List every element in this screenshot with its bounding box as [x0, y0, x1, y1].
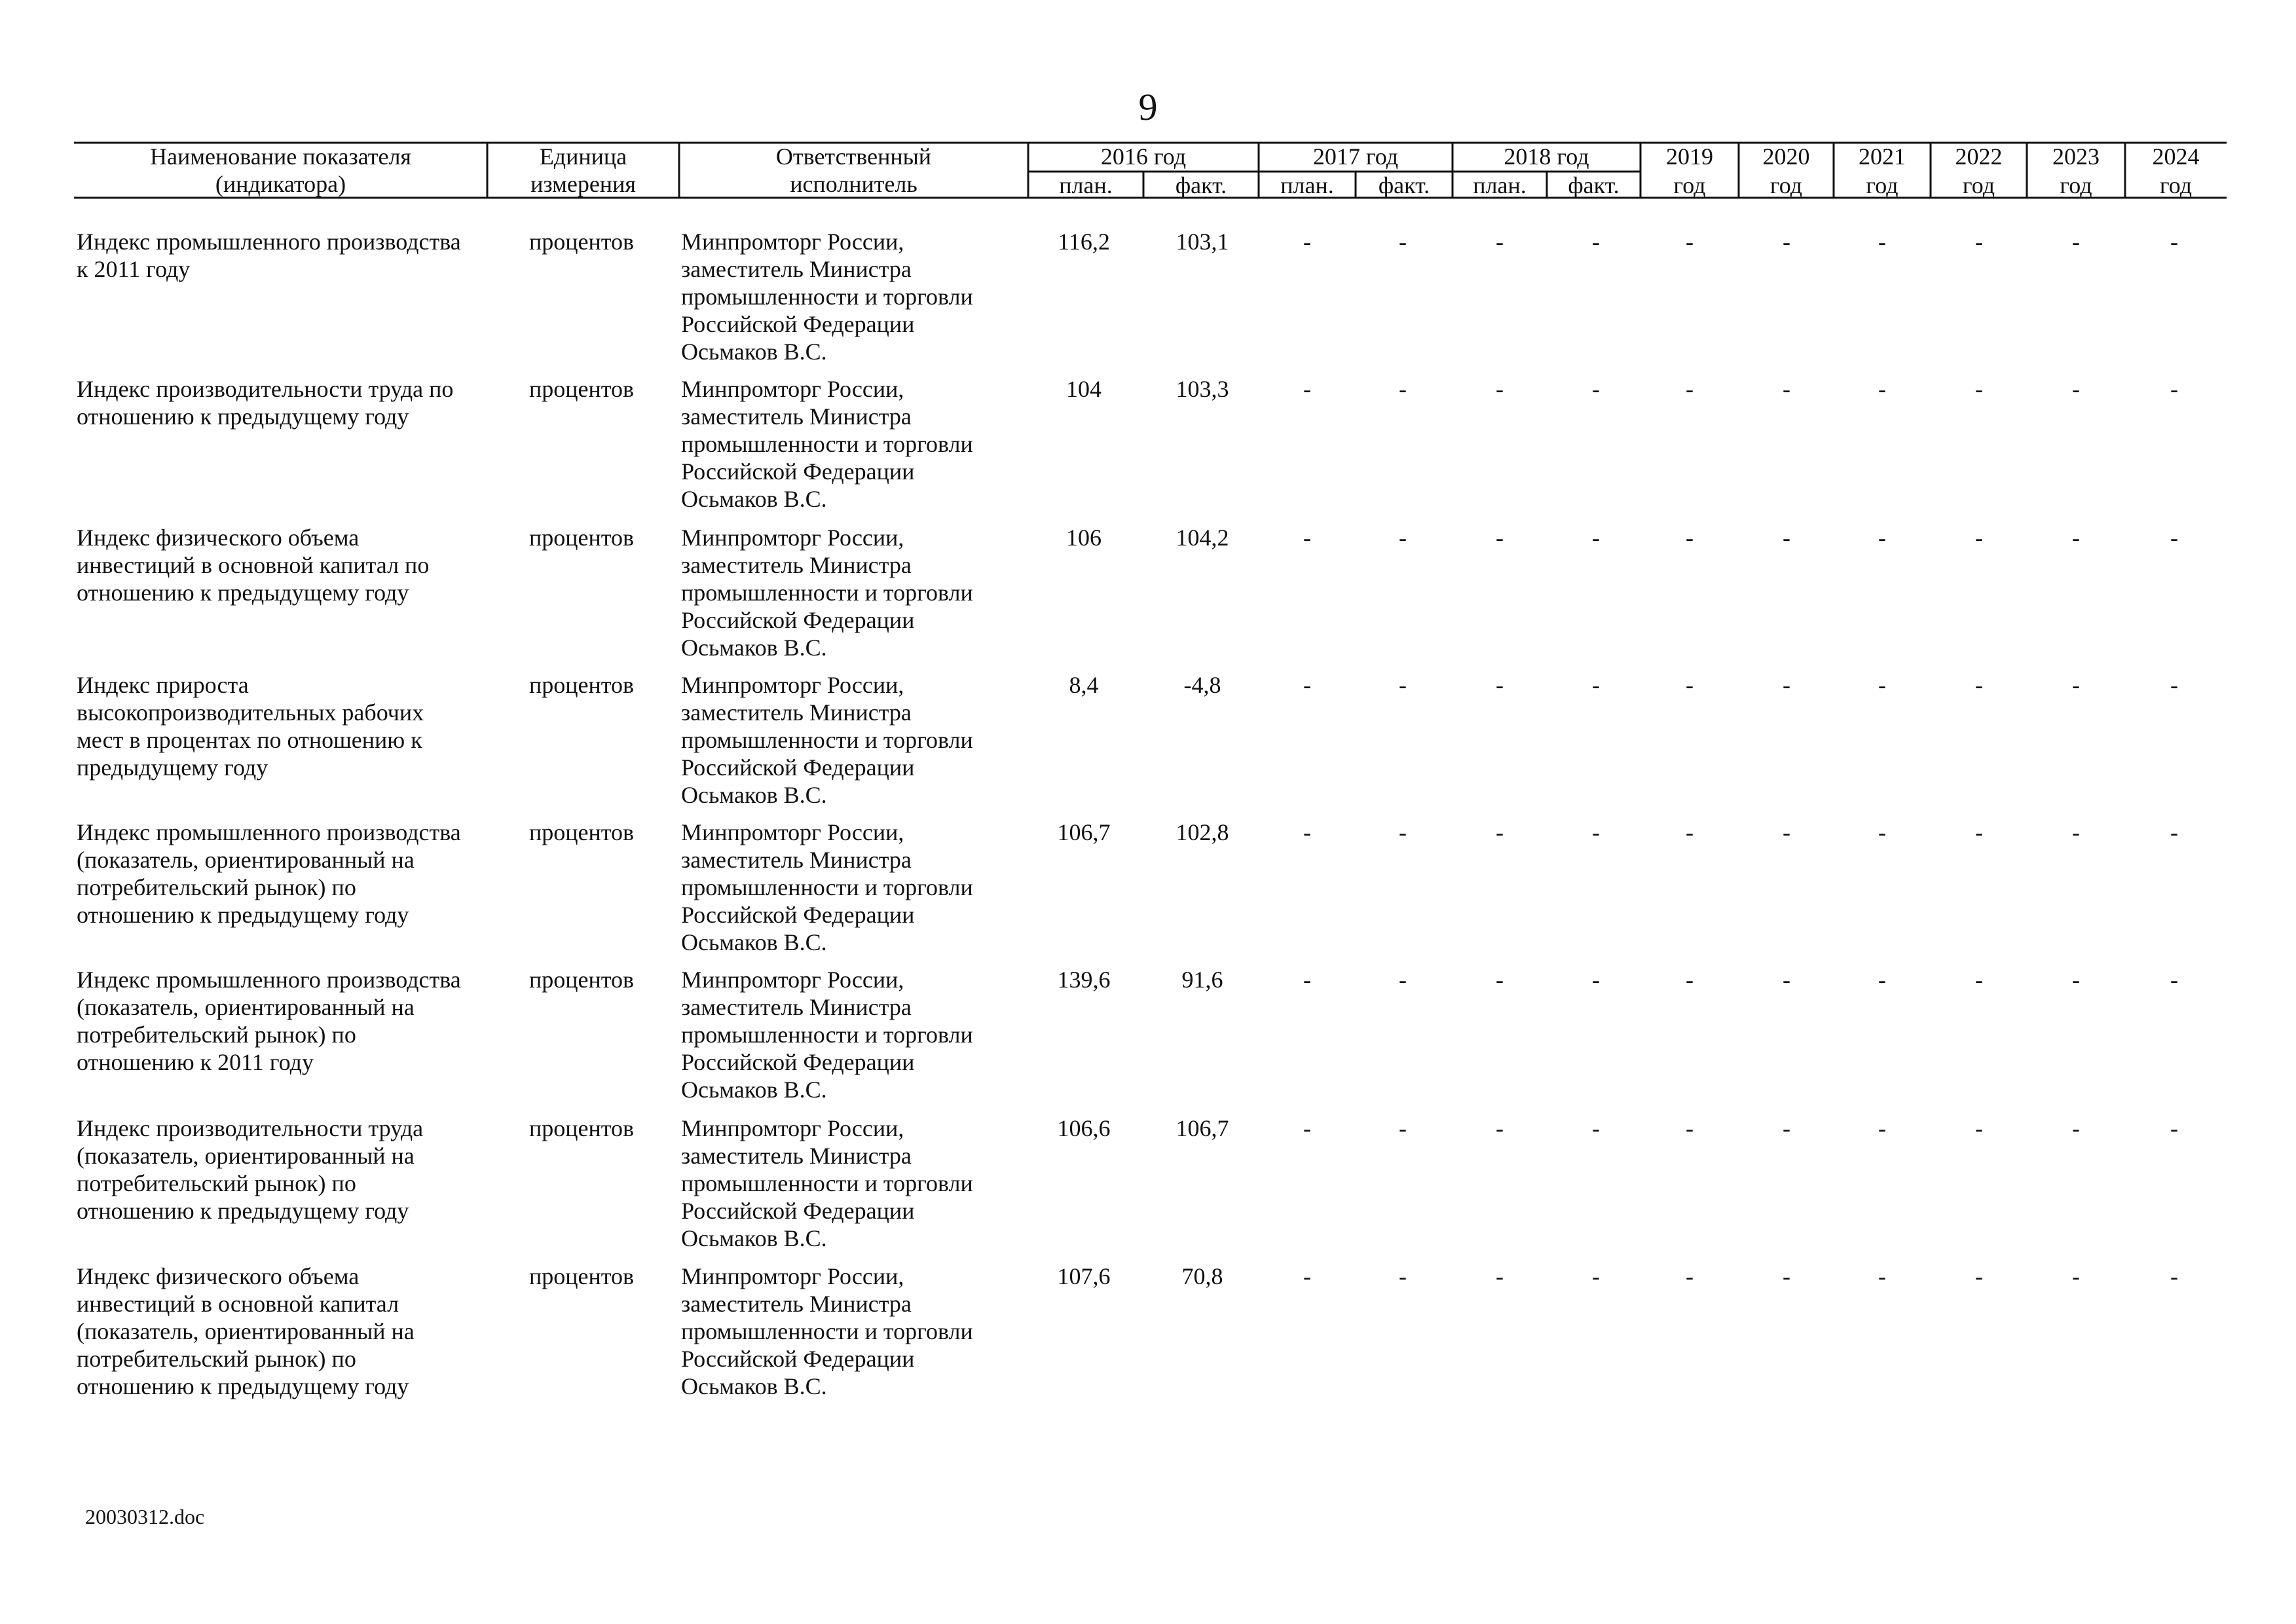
empty-value-dash: - [2072, 1115, 2080, 1141]
indicator-name [77, 966, 496, 1076]
plan-2016-value: 106,6 [1057, 1115, 1111, 1141]
plan-2016-value: 106 [1066, 525, 1102, 551]
empty-value-dash: - [1975, 967, 1983, 993]
empty-value-dash: - [1303, 967, 1311, 993]
plan-2016-value: 139,6 [1057, 967, 1111, 993]
empty-value-dash: - [1686, 819, 1694, 845]
header-unit-2022: год [1962, 172, 1995, 198]
responsible-line: Российской Федерации [681, 607, 915, 633]
indicator-name-line: инвестиций в основной капитал по [77, 552, 430, 578]
empty-value-dash: - [1303, 1115, 1311, 1141]
empty-value-dash: - [1592, 819, 1600, 845]
responsible-line: промышленности и торговли [681, 1318, 973, 1344]
unit-of-measure: процентов [529, 525, 635, 551]
indicator-name [77, 228, 496, 283]
indicator-name-line: Индекс промышленного производства [77, 967, 461, 993]
empty-value-dash: - [2072, 672, 2080, 698]
responsible-line: заместитель Министра [681, 403, 912, 430]
empty-value-dash: - [1783, 525, 1790, 551]
empty-value-dash: - [1399, 1115, 1407, 1141]
empty-value-dash: - [1783, 672, 1790, 698]
responsible-line: Российской Федерации [681, 458, 915, 485]
indicator-name-line: мест в процентах по отношению к [77, 727, 422, 753]
responsible-line: Российской Федерации [681, 754, 915, 781]
empty-value-dash: - [1783, 1263, 1790, 1289]
empty-value-dash: - [2170, 376, 2178, 402]
responsible-executor [681, 1263, 1009, 1400]
responsible-line: заместитель Министра [681, 1291, 912, 1317]
empty-value-dash: - [2170, 967, 2178, 993]
empty-value-dash: - [1496, 819, 1504, 845]
indicator-name-line: отношению к предыдущему году [77, 902, 409, 928]
header-unit-2023: год [2060, 172, 2092, 198]
indicator-name-line: Индекс прироста [77, 672, 249, 698]
page-number: 9 [1138, 86, 1158, 128]
header-year-2021: 2021 [1859, 143, 1906, 170]
fact-2016-value: 103,1 [1176, 229, 1229, 255]
unit-of-measure: процентов [529, 1115, 635, 1141]
responsible-line: промышленности и торговли [681, 1022, 973, 1048]
empty-value-dash: - [1783, 967, 1790, 993]
empty-value-dash: - [1399, 229, 1407, 255]
unit-of-measure: процентов [529, 1263, 635, 1289]
header-year-2019: 2019 [1666, 143, 1713, 170]
indicator-name-line: Индекс физического объема [77, 1263, 360, 1289]
responsible-executor [681, 375, 1009, 513]
table-row [0, 524, 2296, 672]
indicator-name-line: предыдущему году [77, 754, 268, 781]
unit-of-measure: процентов [529, 967, 635, 993]
empty-value-dash: - [1399, 376, 1407, 402]
responsible-line: Минпромторг России, [681, 376, 904, 402]
empty-value-dash: - [1496, 229, 1504, 255]
empty-value-dash: - [1592, 1115, 1600, 1141]
empty-value-dash: - [1496, 1263, 1504, 1289]
indicator-name-line: Индекс производительности труда по [77, 376, 454, 402]
header-resp-line2: исполнитель [790, 171, 917, 197]
unit-of-measure: процентов [529, 376, 635, 402]
indicator-name [77, 1263, 496, 1400]
indicator-name-line: Индекс промышленного производства [77, 819, 461, 845]
responsible-line: промышленности и торговли [681, 580, 973, 606]
responsible-executor [681, 819, 1009, 956]
header-2017-fact: факт. [1378, 172, 1430, 198]
responsible-line: заместитель Министра [681, 994, 912, 1020]
empty-value-dash: - [1496, 376, 1504, 402]
responsible-line: Осьмаков В.С. [681, 782, 827, 808]
responsible-line: промышленности и торговли [681, 284, 973, 310]
empty-value-dash: - [1399, 525, 1407, 551]
header-2016-fact: факт. [1175, 172, 1227, 198]
responsible-executor [681, 966, 1009, 1103]
empty-value-dash: - [1399, 672, 1407, 698]
empty-value-dash: - [1878, 525, 1886, 551]
empty-value-dash: - [2072, 229, 2080, 255]
indicator-name-line: потребительский рынок) по [77, 1170, 356, 1196]
responsible-line: заместитель Министра [681, 847, 912, 873]
empty-value-dash: - [2072, 819, 2080, 845]
indicator-name-line: отношению к 2011 году [77, 1049, 314, 1075]
empty-value-dash: - [1975, 1115, 1983, 1141]
plan-2016-value: 8,4 [1069, 672, 1099, 698]
empty-value-dash: - [1592, 672, 1600, 698]
header-unit-2020: год [1769, 172, 1803, 198]
empty-value-dash: - [2072, 376, 2080, 402]
empty-value-dash: - [1878, 376, 1886, 402]
header-2018-fact: факт. [1568, 172, 1620, 198]
empty-value-dash: - [2072, 967, 2080, 993]
fact-2016-value: 104,2 [1176, 525, 1229, 551]
empty-value-dash: - [1592, 229, 1600, 255]
empty-value-dash: - [1496, 967, 1504, 993]
responsible-line: заместитель Министра [681, 256, 912, 282]
empty-value-dash: - [1783, 376, 1790, 402]
empty-value-dash: - [2072, 525, 2080, 551]
responsible-line: Минпромторг России, [681, 1115, 904, 1141]
empty-value-dash: - [1303, 1263, 1311, 1289]
empty-value-dash: - [1783, 819, 1790, 845]
plan-2016-value: 107,6 [1057, 1263, 1111, 1289]
indicator-name-line: (показатель, ориентированный на [77, 994, 415, 1020]
indicator-name-line: (показатель, ориентированный на [77, 1318, 415, 1344]
empty-value-dash: - [1686, 525, 1694, 551]
header-year-2017: 2017 год [1312, 143, 1399, 170]
fact-2016-value: 103,3 [1176, 376, 1229, 402]
indicator-name [77, 524, 496, 606]
empty-value-dash: - [2170, 819, 2178, 845]
header-year-2020: 2020 [1762, 143, 1810, 170]
indicator-name-line: к 2011 году [77, 256, 191, 282]
table-row [0, 228, 2296, 376]
responsible-executor [681, 1115, 1009, 1252]
empty-value-dash: - [2170, 229, 2178, 255]
empty-value-dash: - [1975, 819, 1983, 845]
header-unit-2019: год [1673, 172, 1706, 198]
header-name-line2: (индикатора) [215, 171, 346, 197]
table-row [0, 966, 2296, 1114]
empty-value-dash: - [1975, 376, 1983, 402]
indicator-name [77, 819, 496, 929]
header-resp-line1: Ответственный [775, 143, 932, 170]
empty-value-dash: - [1878, 1263, 1886, 1289]
indicator-name-line: (показатель, ориентированный на [77, 847, 415, 873]
empty-value-dash: - [2170, 672, 2178, 698]
header-year-2018: 2018 год [1504, 143, 1589, 170]
empty-value-dash: - [1878, 1115, 1886, 1141]
responsible-line: заместитель Министра [681, 552, 912, 578]
responsible-line: Осьмаков В.С. [681, 1225, 827, 1251]
table-row [0, 375, 2296, 523]
indicator-name-line: отношению к предыдущему году [77, 580, 409, 606]
empty-value-dash: - [1592, 376, 1600, 402]
empty-value-dash: - [1686, 672, 1694, 698]
header-year-2016: 2016 год [1100, 143, 1187, 170]
responsible-line: Осьмаков В.С. [681, 1373, 827, 1399]
fact-2016-value: 102,8 [1176, 819, 1229, 845]
empty-value-dash: - [1592, 525, 1600, 551]
header-year-2022: 2022 [1955, 143, 2003, 170]
header-2016-plan: план. [1059, 172, 1113, 198]
footer-filename: 20030312.doc [85, 1505, 205, 1528]
responsible-line: Минпромторг России, [681, 1263, 904, 1289]
empty-value-dash: - [1975, 229, 1983, 255]
responsible-executor [681, 671, 1009, 809]
empty-value-dash: - [1878, 819, 1886, 845]
empty-value-dash: - [1686, 229, 1694, 255]
unit-of-measure: процентов [529, 229, 635, 255]
indicator-name-line: инвестиций в основной капитал [77, 1291, 399, 1317]
indicator-name-line: отношению к предыдущему году [77, 1198, 409, 1224]
empty-value-dash: - [1878, 672, 1886, 698]
empty-value-dash: - [1303, 229, 1311, 255]
table-row [0, 1263, 2296, 1411]
responsible-line: Российской Федерации [681, 1346, 915, 1372]
fact-2016-value: 70,8 [1181, 1263, 1223, 1289]
unit-of-measure: процентов [529, 819, 635, 845]
empty-value-dash: - [2072, 1263, 2080, 1289]
empty-value-dash: - [1496, 1115, 1504, 1141]
fact-2016-value: 106,7 [1176, 1115, 1229, 1141]
responsible-line: Российской Федерации [681, 311, 915, 337]
header-name-line1: Наименование показателя [150, 143, 411, 170]
empty-value-dash: - [1878, 229, 1886, 255]
responsible-line: Осьмаков В.С. [681, 486, 827, 512]
responsible-line: промышленности и торговли [681, 431, 973, 457]
responsible-line: Российской Федерации [681, 902, 915, 928]
empty-value-dash: - [2170, 525, 2178, 551]
unit-of-measure: процентов [529, 672, 635, 698]
empty-value-dash: - [1496, 672, 1504, 698]
empty-value-dash: - [1686, 376, 1694, 402]
empty-value-dash: - [1975, 672, 1983, 698]
empty-value-dash: - [1975, 525, 1983, 551]
empty-value-dash: - [1592, 1263, 1600, 1289]
empty-value-dash: - [1878, 967, 1886, 993]
responsible-line: Минпромторг России, [681, 525, 904, 551]
empty-value-dash: - [1399, 819, 1407, 845]
empty-value-dash: - [1303, 819, 1311, 845]
responsible-line: заместитель Министра [681, 1143, 912, 1169]
empty-value-dash: - [1303, 672, 1311, 698]
fact-2016-value: 91,6 [1181, 967, 1223, 993]
responsible-line: промышленности и торговли [681, 874, 973, 900]
indicator-name-line: отношению к предыдущему году [77, 403, 409, 430]
responsible-executor [681, 524, 1009, 661]
indicator-name-line: высокопроизводительных рабочих [77, 699, 424, 726]
empty-value-dash: - [1975, 1263, 1983, 1289]
plan-2016-value: 116,2 [1058, 229, 1110, 255]
responsible-line: Осьмаков В.С. [681, 929, 827, 955]
table-row [0, 1115, 2296, 1263]
header-unit-line2: измерения [530, 171, 636, 197]
empty-value-dash: - [1783, 229, 1790, 255]
responsible-line: Осьмаков В.С. [681, 339, 827, 365]
responsible-line: промышленности и торговли [681, 1170, 973, 1196]
plan-2016-value: 104 [1066, 376, 1102, 402]
responsible-line: Российской Федерации [681, 1198, 915, 1224]
responsible-line: Минпромторг России, [681, 672, 904, 698]
empty-value-dash: - [1592, 967, 1600, 993]
responsible-executor [681, 228, 1009, 365]
responsible-line: Осьмаков В.С. [681, 635, 827, 661]
responsible-line: Минпромторг России, [681, 967, 904, 993]
empty-value-dash: - [1303, 525, 1311, 551]
table-row [0, 671, 2296, 819]
indicator-name-line: Индекс производительности труда [77, 1115, 424, 1141]
fact-2016-value: -4,8 [1183, 672, 1221, 698]
responsible-line: Осьмаков В.С. [681, 1077, 827, 1103]
empty-value-dash: - [1783, 1115, 1790, 1141]
header-unit-line1: Единица [539, 143, 627, 170]
header-year-2024: 2024 [2152, 143, 2200, 170]
responsible-line: заместитель Министра [681, 699, 912, 726]
empty-value-dash: - [1303, 376, 1311, 402]
indicator-name-line: отношению к предыдущему году [77, 1373, 409, 1399]
header-2017-plan: план. [1280, 172, 1334, 198]
indicator-name-line: Индекс промышленного производства [77, 229, 461, 255]
indicator-name-line: потребительский рынок) по [77, 874, 356, 900]
empty-value-dash: - [1496, 525, 1504, 551]
empty-value-dash: - [2170, 1263, 2178, 1289]
indicator-name [77, 375, 496, 430]
header-year-2023: 2023 [2052, 143, 2100, 170]
empty-value-dash: - [1399, 967, 1407, 993]
empty-value-dash: - [2170, 1115, 2178, 1141]
indicator-name [77, 1115, 496, 1225]
header-2018-plan: план. [1473, 172, 1527, 198]
empty-value-dash: - [1686, 1115, 1694, 1141]
empty-value-dash: - [1399, 1263, 1407, 1289]
indicator-name-line: (показатель, ориентированный на [77, 1143, 415, 1169]
table-row [0, 819, 2296, 967]
empty-value-dash: - [1686, 1263, 1694, 1289]
indicator-name-line: потребительский рынок) по [77, 1346, 356, 1372]
indicator-name-line: потребительский рынок) по [77, 1022, 356, 1048]
empty-value-dash: - [1686, 967, 1694, 993]
header-unit-2021: год [1866, 172, 1898, 198]
header-unit-2024: год [2159, 172, 2193, 198]
indicator-name [77, 671, 496, 781]
responsible-line: промышленности и торговли [681, 727, 973, 753]
responsible-line: Минпромторг России, [681, 819, 904, 845]
plan-2016-value: 106,7 [1057, 819, 1111, 845]
responsible-line: Минпромторг России, [681, 229, 904, 255]
responsible-line: Российской Федерации [681, 1049, 915, 1075]
indicator-name-line: Индекс физического объема [77, 525, 360, 551]
